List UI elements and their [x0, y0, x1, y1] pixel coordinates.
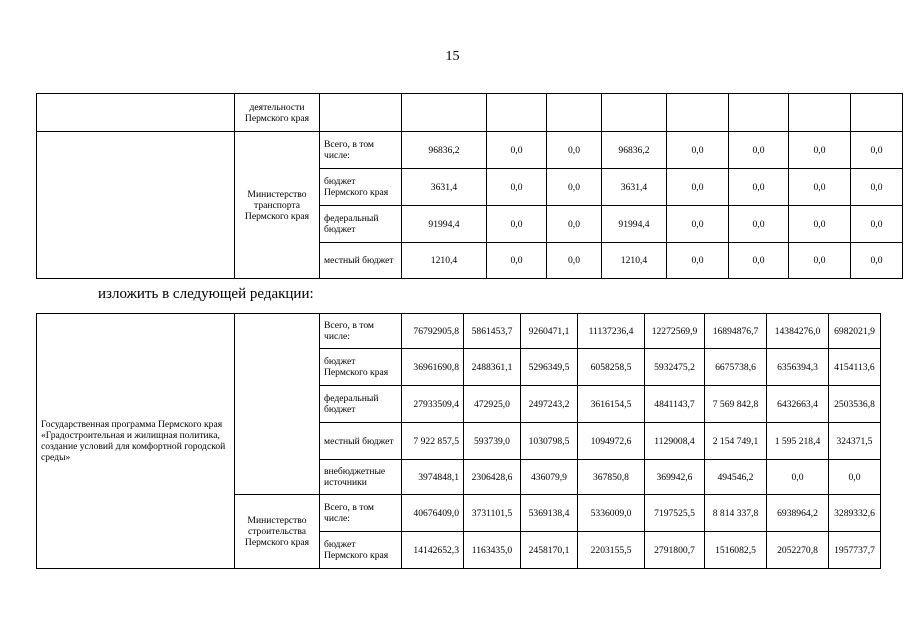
value-cell: 0,0 — [667, 243, 729, 279]
value-cell: 367850,8 — [578, 460, 645, 495]
value-cell: 1957737,7 — [829, 532, 881, 569]
value-cell: 4154113,6 — [829, 349, 881, 386]
value-cell: 0,0 — [729, 206, 789, 243]
value-cell: 0,0 — [547, 169, 602, 206]
value-cell: 1 595 218,4 — [767, 423, 829, 460]
value-cell: 3731101,5 — [464, 495, 521, 532]
table-row — [37, 132, 903, 169]
value-cell: 0,0 — [767, 460, 829, 495]
value-cell: 1163435,0 — [464, 532, 521, 569]
value-cell: 494546,2 — [705, 460, 767, 495]
table-row — [37, 94, 903, 132]
value-cell: 11137236,4 — [578, 314, 645, 349]
program-cell — [37, 132, 235, 279]
amendment-phrase: изложить в следующей редакции: — [98, 286, 314, 302]
program-cell — [37, 94, 235, 132]
value-cell: 91994,4 — [602, 206, 667, 243]
value-cell: 5336009,0 — [578, 495, 645, 532]
value-cell: 7 569 842,8 — [705, 386, 767, 423]
value-cell: 1129008,4 — [645, 423, 705, 460]
value-cell: 436079,9 — [521, 460, 578, 495]
value-cell: 1094972,6 — [578, 423, 645, 460]
funding-table-old — [36, 93, 903, 279]
source-label: местный бюджет — [320, 423, 402, 460]
value-cell: 6432663,4 — [767, 386, 829, 423]
value-cell: 5932475,2 — [645, 349, 705, 386]
source-label: Всего, в том числе: — [320, 314, 402, 349]
value-cell: 0,0 — [487, 169, 547, 206]
value-cell: 6058258,5 — [578, 349, 645, 386]
value-cell: 14142652,3 — [402, 532, 464, 569]
value-cell: 0,0 — [487, 243, 547, 279]
value-cell: 0,0 — [851, 243, 903, 279]
source-label: бюджет Пермского края — [320, 169, 402, 206]
source-label: федеральный бюджет — [320, 206, 402, 243]
value-cell: 0,0 — [487, 206, 547, 243]
value-cell: 6938964,2 — [767, 495, 829, 532]
source-label: федеральный бюджет — [320, 386, 402, 423]
value-cell: 2306428,6 — [464, 460, 521, 495]
value-cell: 36961690,8 — [402, 349, 464, 386]
value-cell: 6356394,3 — [767, 349, 829, 386]
value-cell: 1516082,5 — [705, 532, 767, 569]
value-cell: 91994,4 — [402, 206, 487, 243]
source-label: бюджет Пермского края — [320, 532, 402, 569]
value-cell: 0,0 — [667, 206, 729, 243]
value-cell: 2 154 749,1 — [705, 423, 767, 460]
value-cell: 3631,4 — [602, 169, 667, 206]
value-cell: 2203155,5 — [578, 532, 645, 569]
value-cell: 0,0 — [829, 460, 881, 495]
value-cell: 96836,2 — [602, 132, 667, 169]
value-cell: 0,0 — [667, 169, 729, 206]
value-cell: 12272569,9 — [645, 314, 705, 349]
value-cell: 1030798,5 — [521, 423, 578, 460]
value-cell: 369942,6 — [645, 460, 705, 495]
value-cell: 593739,0 — [464, 423, 521, 460]
value-cell: 0,0 — [667, 132, 729, 169]
source-label: Всего, в том числе: — [320, 495, 402, 532]
source-label: Всего, в том числе: — [320, 132, 402, 169]
value-cell: 1210,4 — [402, 243, 487, 279]
value-cell: 14384276,0 — [767, 314, 829, 349]
value-cell: 0,0 — [851, 206, 903, 243]
value-cell: 9260471,1 — [521, 314, 578, 349]
value-cell: 0,0 — [789, 169, 851, 206]
value-cell: 2791800,7 — [645, 532, 705, 569]
value-cell: 0,0 — [729, 169, 789, 206]
value-cell: 6675738,6 — [705, 349, 767, 386]
value-cell: 0,0 — [547, 206, 602, 243]
value-cell: 3289332,6 — [829, 495, 881, 532]
table-row — [37, 314, 881, 349]
value-cell: 7197525,5 — [645, 495, 705, 532]
source-label: местный бюджет — [320, 243, 402, 279]
program-title: Государственная программа Пермского края «Градостроительная и жилищная политика, создание условий для комфортной городской среды» — [37, 314, 235, 569]
value-cell: 0,0 — [729, 243, 789, 279]
org-transport: Министерство транспорта Пермского края — [235, 132, 320, 279]
value-cell: 40676409,0 — [402, 495, 464, 532]
source-label: внебюджетные источники — [320, 460, 402, 495]
value-cell: 8 814 337,8 — [705, 495, 767, 532]
source-label: бюджет Пермского края — [320, 349, 402, 386]
value-cell: 324371,5 — [829, 423, 881, 460]
value-cell: 0,0 — [547, 243, 602, 279]
value-cell: 0,0 — [851, 132, 903, 169]
value-cell: 2497243,2 — [521, 386, 578, 423]
value-cell: 0,0 — [789, 132, 851, 169]
org-construction: Министерство строительства Пермского края — [235, 495, 320, 569]
value-cell: 96836,2 — [402, 132, 487, 169]
org-cell-prev: деятельности Пермского края — [235, 94, 320, 132]
value-cell: 0,0 — [729, 132, 789, 169]
value-cell: 5861453,7 — [464, 314, 521, 349]
value-cell: 0,0 — [547, 132, 602, 169]
value-cell: 2488361,1 — [464, 349, 521, 386]
value-cell: 3616154,5 — [578, 386, 645, 423]
value-cell: 5296349,5 — [521, 349, 578, 386]
funding-table-new — [36, 313, 881, 569]
org-cell-empty — [235, 314, 320, 495]
value-cell: 2052270,8 — [767, 532, 829, 569]
value-cell: 0,0 — [851, 169, 903, 206]
value-cell: 3974848,1 — [402, 460, 464, 495]
value-cell: 0,0 — [789, 243, 851, 279]
value-cell: 3631,4 — [402, 169, 487, 206]
value-cell: 0,0 — [789, 206, 851, 243]
value-cell: 16894876,7 — [705, 314, 767, 349]
value-cell: 5369138,4 — [521, 495, 578, 532]
value-cell: 472925,0 — [464, 386, 521, 423]
value-cell: 4841143,7 — [645, 386, 705, 423]
value-cell: 27933509,4 — [402, 386, 464, 423]
value-cell: 7 922 857,5 — [402, 423, 464, 460]
value-cell: 2503536,8 — [829, 386, 881, 423]
value-cell: 2458170,1 — [521, 532, 578, 569]
value-cell: 0,0 — [487, 132, 547, 169]
value-cell: 6982021,9 — [829, 314, 881, 349]
value-cell: 1210,4 — [602, 243, 667, 279]
value-cell: 76792905,8 — [402, 314, 464, 349]
page-number: 15 — [445, 49, 460, 64]
